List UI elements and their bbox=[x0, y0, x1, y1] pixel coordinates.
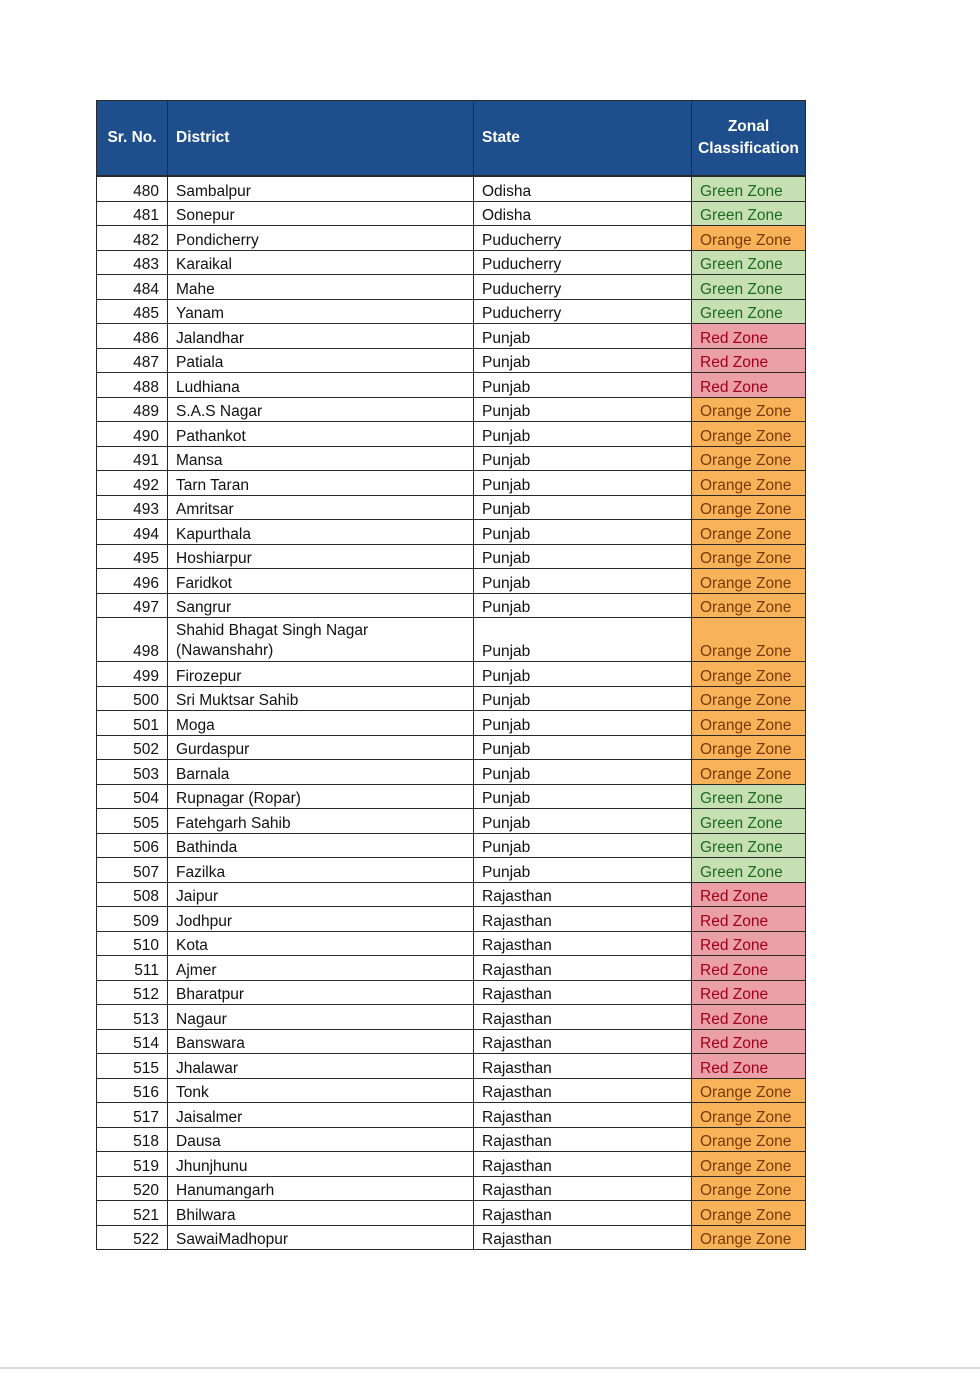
cell-district: Mansa bbox=[168, 446, 474, 471]
cell-zone: Green Zone bbox=[692, 176, 806, 201]
table-header-row bbox=[97, 101, 806, 177]
cell-zone: Orange Zone bbox=[692, 662, 806, 687]
cell-zone: Orange Zone bbox=[692, 618, 806, 662]
table-row bbox=[97, 226, 806, 251]
cell-sr-no: 481 bbox=[97, 201, 168, 226]
cell-sr-no: 507 bbox=[97, 858, 168, 883]
table-row bbox=[97, 471, 806, 496]
table-row bbox=[97, 348, 806, 373]
cell-zone: Red Zone bbox=[692, 882, 806, 907]
table-row bbox=[97, 1152, 806, 1177]
cell-sr-no: 483 bbox=[97, 250, 168, 275]
cell-sr-no: 510 bbox=[97, 931, 168, 956]
cell-sr-no: 509 bbox=[97, 907, 168, 932]
cell-state: Punjab bbox=[474, 471, 692, 496]
cell-sr-no: 522 bbox=[97, 1225, 168, 1250]
cell-district: Ludhiana bbox=[168, 373, 474, 398]
cell-sr-no: 498 bbox=[97, 618, 168, 662]
table-body bbox=[97, 176, 806, 1250]
cell-state: Punjab bbox=[474, 618, 692, 662]
table-row bbox=[97, 833, 806, 858]
cell-sr-no: 492 bbox=[97, 471, 168, 496]
cell-district: Jhunjhunu bbox=[168, 1152, 474, 1177]
cell-district: Hoshiarpur bbox=[168, 544, 474, 569]
cell-sr-no: 489 bbox=[97, 397, 168, 422]
cell-district: Moga bbox=[168, 711, 474, 736]
page-bottom-edge bbox=[0, 1367, 980, 1369]
cell-zone: Orange Zone bbox=[692, 397, 806, 422]
cell-state: Rajasthan bbox=[474, 1054, 692, 1079]
cell-sr-no: 499 bbox=[97, 662, 168, 687]
cell-sr-no: 494 bbox=[97, 520, 168, 545]
table-row bbox=[97, 324, 806, 349]
cell-district: Firozepur bbox=[168, 662, 474, 687]
cell-zone: Red Zone bbox=[692, 348, 806, 373]
cell-district: Tonk bbox=[168, 1078, 474, 1103]
cell-district: Patiala bbox=[168, 348, 474, 373]
cell-sr-no: 504 bbox=[97, 784, 168, 809]
cell-state: Punjab bbox=[474, 711, 692, 736]
table-row bbox=[97, 299, 806, 324]
cell-district: Bathinda bbox=[168, 833, 474, 858]
table-row bbox=[97, 1103, 806, 1128]
table-row bbox=[97, 735, 806, 760]
cell-sr-no: 512 bbox=[97, 980, 168, 1005]
table-row bbox=[97, 544, 806, 569]
cell-state: Rajasthan bbox=[474, 907, 692, 932]
table-row bbox=[97, 1054, 806, 1079]
cell-state: Puducherry bbox=[474, 299, 692, 324]
cell-state: Punjab bbox=[474, 784, 692, 809]
cell-state: Punjab bbox=[474, 348, 692, 373]
cell-state: Punjab bbox=[474, 324, 692, 349]
cell-sr-no: 513 bbox=[97, 1005, 168, 1030]
cell-state: Rajasthan bbox=[474, 1201, 692, 1226]
cell-sr-no: 514 bbox=[97, 1029, 168, 1054]
cell-zone: Orange Zone bbox=[692, 471, 806, 496]
cell-zone: Orange Zone bbox=[692, 1127, 806, 1152]
cell-state: Rajasthan bbox=[474, 1005, 692, 1030]
cell-zone: Red Zone bbox=[692, 1054, 806, 1079]
cell-sr-no: 519 bbox=[97, 1152, 168, 1177]
cell-zone: Orange Zone bbox=[692, 1152, 806, 1177]
cell-zone: Orange Zone bbox=[692, 1225, 806, 1250]
cell-district: Pondicherry bbox=[168, 226, 474, 251]
cell-district: Ajmer bbox=[168, 956, 474, 981]
cell-sr-no: 486 bbox=[97, 324, 168, 349]
table-row bbox=[97, 931, 806, 956]
cell-zone: Orange Zone bbox=[692, 446, 806, 471]
cell-district: SawaiMadhopur bbox=[168, 1225, 474, 1250]
table-row bbox=[97, 686, 806, 711]
cell-district: Barnala bbox=[168, 760, 474, 785]
cell-district: Mahe bbox=[168, 275, 474, 300]
cell-zone: Orange Zone bbox=[692, 711, 806, 736]
cell-zone: Orange Zone bbox=[692, 544, 806, 569]
table-row bbox=[97, 176, 806, 201]
cell-district: Hanumangarh bbox=[168, 1176, 474, 1201]
table-row bbox=[97, 882, 806, 907]
cell-sr-no: 497 bbox=[97, 593, 168, 618]
cell-state: Puducherry bbox=[474, 275, 692, 300]
cell-sr-no: 505 bbox=[97, 809, 168, 834]
cell-zone: Green Zone bbox=[692, 858, 806, 883]
cell-sr-no: 488 bbox=[97, 373, 168, 398]
table-row bbox=[97, 956, 806, 981]
cell-district: Faridkot bbox=[168, 569, 474, 594]
cell-sr-no: 482 bbox=[97, 226, 168, 251]
table-row bbox=[97, 809, 806, 834]
cell-district: Jaisalmer bbox=[168, 1103, 474, 1128]
cell-district: Jalandhar bbox=[168, 324, 474, 349]
cell-state: Punjab bbox=[474, 735, 692, 760]
cell-sr-no: 518 bbox=[97, 1127, 168, 1152]
cell-district: Pathankot bbox=[168, 422, 474, 447]
cell-state: Puducherry bbox=[474, 250, 692, 275]
cell-state: Rajasthan bbox=[474, 882, 692, 907]
cell-state: Punjab bbox=[474, 544, 692, 569]
cell-zone: Orange Zone bbox=[692, 686, 806, 711]
cell-zone: Green Zone bbox=[692, 250, 806, 275]
cell-state: Odisha bbox=[474, 201, 692, 226]
cell-district: Karaikal bbox=[168, 250, 474, 275]
cell-sr-no: 515 bbox=[97, 1054, 168, 1079]
cell-zone: Orange Zone bbox=[692, 1176, 806, 1201]
cell-state: Punjab bbox=[474, 397, 692, 422]
cell-state: Punjab bbox=[474, 495, 692, 520]
table-row bbox=[97, 373, 806, 398]
cell-state: Punjab bbox=[474, 593, 692, 618]
cell-sr-no: 502 bbox=[97, 735, 168, 760]
cell-state: Punjab bbox=[474, 422, 692, 447]
cell-sr-no: 506 bbox=[97, 833, 168, 858]
cell-zone: Green Zone bbox=[692, 275, 806, 300]
cell-district: Fatehgarh Sahib bbox=[168, 809, 474, 834]
cell-zone: Red Zone bbox=[692, 324, 806, 349]
cell-zone: Orange Zone bbox=[692, 520, 806, 545]
cell-sr-no: 517 bbox=[97, 1103, 168, 1128]
cell-zone: Red Zone bbox=[692, 1029, 806, 1054]
cell-sr-no: 480 bbox=[97, 176, 168, 201]
table-row bbox=[97, 1127, 806, 1152]
cell-district: Sri Muktsar Sahib bbox=[168, 686, 474, 711]
table-row bbox=[97, 495, 806, 520]
table-row bbox=[97, 1078, 806, 1103]
cell-sr-no: 496 bbox=[97, 569, 168, 594]
table-row bbox=[97, 711, 806, 736]
cell-sr-no: 495 bbox=[97, 544, 168, 569]
cell-district: Jhalawar bbox=[168, 1054, 474, 1079]
cell-state: Rajasthan bbox=[474, 1225, 692, 1250]
cell-state: Odisha bbox=[474, 176, 692, 201]
cell-zone: Orange Zone bbox=[692, 735, 806, 760]
cell-zone: Red Zone bbox=[692, 373, 806, 398]
cell-state: Rajasthan bbox=[474, 956, 692, 981]
table-row bbox=[97, 662, 806, 687]
table-row bbox=[97, 784, 806, 809]
table-row bbox=[97, 980, 806, 1005]
cell-district: Nagaur bbox=[168, 1005, 474, 1030]
cell-state: Punjab bbox=[474, 833, 692, 858]
cell-state: Punjab bbox=[474, 686, 692, 711]
cell-state: Punjab bbox=[474, 809, 692, 834]
table-row bbox=[97, 858, 806, 883]
cell-state: Rajasthan bbox=[474, 1078, 692, 1103]
cell-district: Bharatpur bbox=[168, 980, 474, 1005]
table-row bbox=[97, 1225, 806, 1250]
table-row bbox=[97, 760, 806, 785]
cell-state: Rajasthan bbox=[474, 980, 692, 1005]
cell-sr-no: 484 bbox=[97, 275, 168, 300]
table-row bbox=[97, 569, 806, 594]
cell-sr-no: 503 bbox=[97, 760, 168, 785]
cell-sr-no: 501 bbox=[97, 711, 168, 736]
cell-district: Rupnagar (Ropar) bbox=[168, 784, 474, 809]
cell-zone: Green Zone bbox=[692, 299, 806, 324]
cell-zone: Orange Zone bbox=[692, 1103, 806, 1128]
cell-state: Rajasthan bbox=[474, 1152, 692, 1177]
cell-district: Jaipur bbox=[168, 882, 474, 907]
cell-sr-no: 500 bbox=[97, 686, 168, 711]
cell-sr-no: 508 bbox=[97, 882, 168, 907]
cell-zone: Orange Zone bbox=[692, 569, 806, 594]
cell-zone: Orange Zone bbox=[692, 422, 806, 447]
cell-zone: Red Zone bbox=[692, 956, 806, 981]
table-row bbox=[97, 446, 806, 471]
cell-state: Puducherry bbox=[474, 226, 692, 251]
cell-state: Punjab bbox=[474, 760, 692, 785]
cell-state: Punjab bbox=[474, 373, 692, 398]
cell-zone: Red Zone bbox=[692, 931, 806, 956]
cell-state: Rajasthan bbox=[474, 931, 692, 956]
cell-state: Punjab bbox=[474, 569, 692, 594]
table-row bbox=[97, 1029, 806, 1054]
cell-district: Yanam bbox=[168, 299, 474, 324]
table-row bbox=[97, 250, 806, 275]
cell-district: Shahid Bhagat Singh Nagar (Nawanshahr) bbox=[168, 618, 474, 662]
cell-state: Rajasthan bbox=[474, 1176, 692, 1201]
cell-sr-no: 485 bbox=[97, 299, 168, 324]
cell-state: Punjab bbox=[474, 446, 692, 471]
cell-sr-no: 516 bbox=[97, 1078, 168, 1103]
cell-zone: Green Zone bbox=[692, 201, 806, 226]
cell-zone: Green Zone bbox=[692, 809, 806, 834]
cell-district: Fazilka bbox=[168, 858, 474, 883]
cell-zone: Red Zone bbox=[692, 980, 806, 1005]
cell-state: Rajasthan bbox=[474, 1029, 692, 1054]
table-row bbox=[97, 275, 806, 300]
table-row bbox=[97, 422, 806, 447]
cell-sr-no: 511 bbox=[97, 956, 168, 981]
cell-zone: Red Zone bbox=[692, 907, 806, 932]
cell-district: Banswara bbox=[168, 1029, 474, 1054]
header-state: State bbox=[474, 101, 692, 177]
header-zonal-classification: Zonal Classification bbox=[692, 101, 806, 177]
cell-zone: Orange Zone bbox=[692, 495, 806, 520]
table-row bbox=[97, 397, 806, 422]
cell-zone: Orange Zone bbox=[692, 1201, 806, 1226]
cell-district: Gurdaspur bbox=[168, 735, 474, 760]
cell-sr-no: 493 bbox=[97, 495, 168, 520]
cell-district: Kapurthala bbox=[168, 520, 474, 545]
cell-district: Sonepur bbox=[168, 201, 474, 226]
header-district: District bbox=[168, 101, 474, 177]
cell-state: Punjab bbox=[474, 520, 692, 545]
table-row bbox=[97, 1201, 806, 1226]
cell-sr-no: 490 bbox=[97, 422, 168, 447]
cell-zone: Green Zone bbox=[692, 833, 806, 858]
table-row bbox=[97, 907, 806, 932]
cell-zone: Orange Zone bbox=[692, 593, 806, 618]
table-row bbox=[97, 201, 806, 226]
cell-zone: Orange Zone bbox=[692, 1078, 806, 1103]
cell-state: Rajasthan bbox=[474, 1127, 692, 1152]
cell-state: Rajasthan bbox=[474, 1103, 692, 1128]
cell-zone: Red Zone bbox=[692, 1005, 806, 1030]
cell-district: Tarn Taran bbox=[168, 471, 474, 496]
cell-sr-no: 520 bbox=[97, 1176, 168, 1201]
table-row bbox=[97, 1176, 806, 1201]
table-row bbox=[97, 1005, 806, 1030]
cell-district: Sambalpur bbox=[168, 176, 474, 201]
cell-sr-no: 521 bbox=[97, 1201, 168, 1226]
cell-state: Punjab bbox=[474, 858, 692, 883]
cell-state: Punjab bbox=[474, 662, 692, 687]
cell-zone: Orange Zone bbox=[692, 760, 806, 785]
cell-district: Dausa bbox=[168, 1127, 474, 1152]
cell-sr-no: 487 bbox=[97, 348, 168, 373]
cell-zone: Orange Zone bbox=[692, 226, 806, 251]
table-row bbox=[97, 618, 806, 662]
cell-district: Bhilwara bbox=[168, 1201, 474, 1226]
table-row bbox=[97, 593, 806, 618]
zonal-classification-table bbox=[96, 100, 806, 1250]
header-sr-no: Sr. No. bbox=[97, 101, 168, 177]
cell-district: Jodhpur bbox=[168, 907, 474, 932]
cell-district: S.A.S Nagar bbox=[168, 397, 474, 422]
cell-district: Kota bbox=[168, 931, 474, 956]
cell-district: Sangrur bbox=[168, 593, 474, 618]
cell-sr-no: 491 bbox=[97, 446, 168, 471]
table-row bbox=[97, 520, 806, 545]
cell-zone: Green Zone bbox=[692, 784, 806, 809]
cell-district: Amritsar bbox=[168, 495, 474, 520]
